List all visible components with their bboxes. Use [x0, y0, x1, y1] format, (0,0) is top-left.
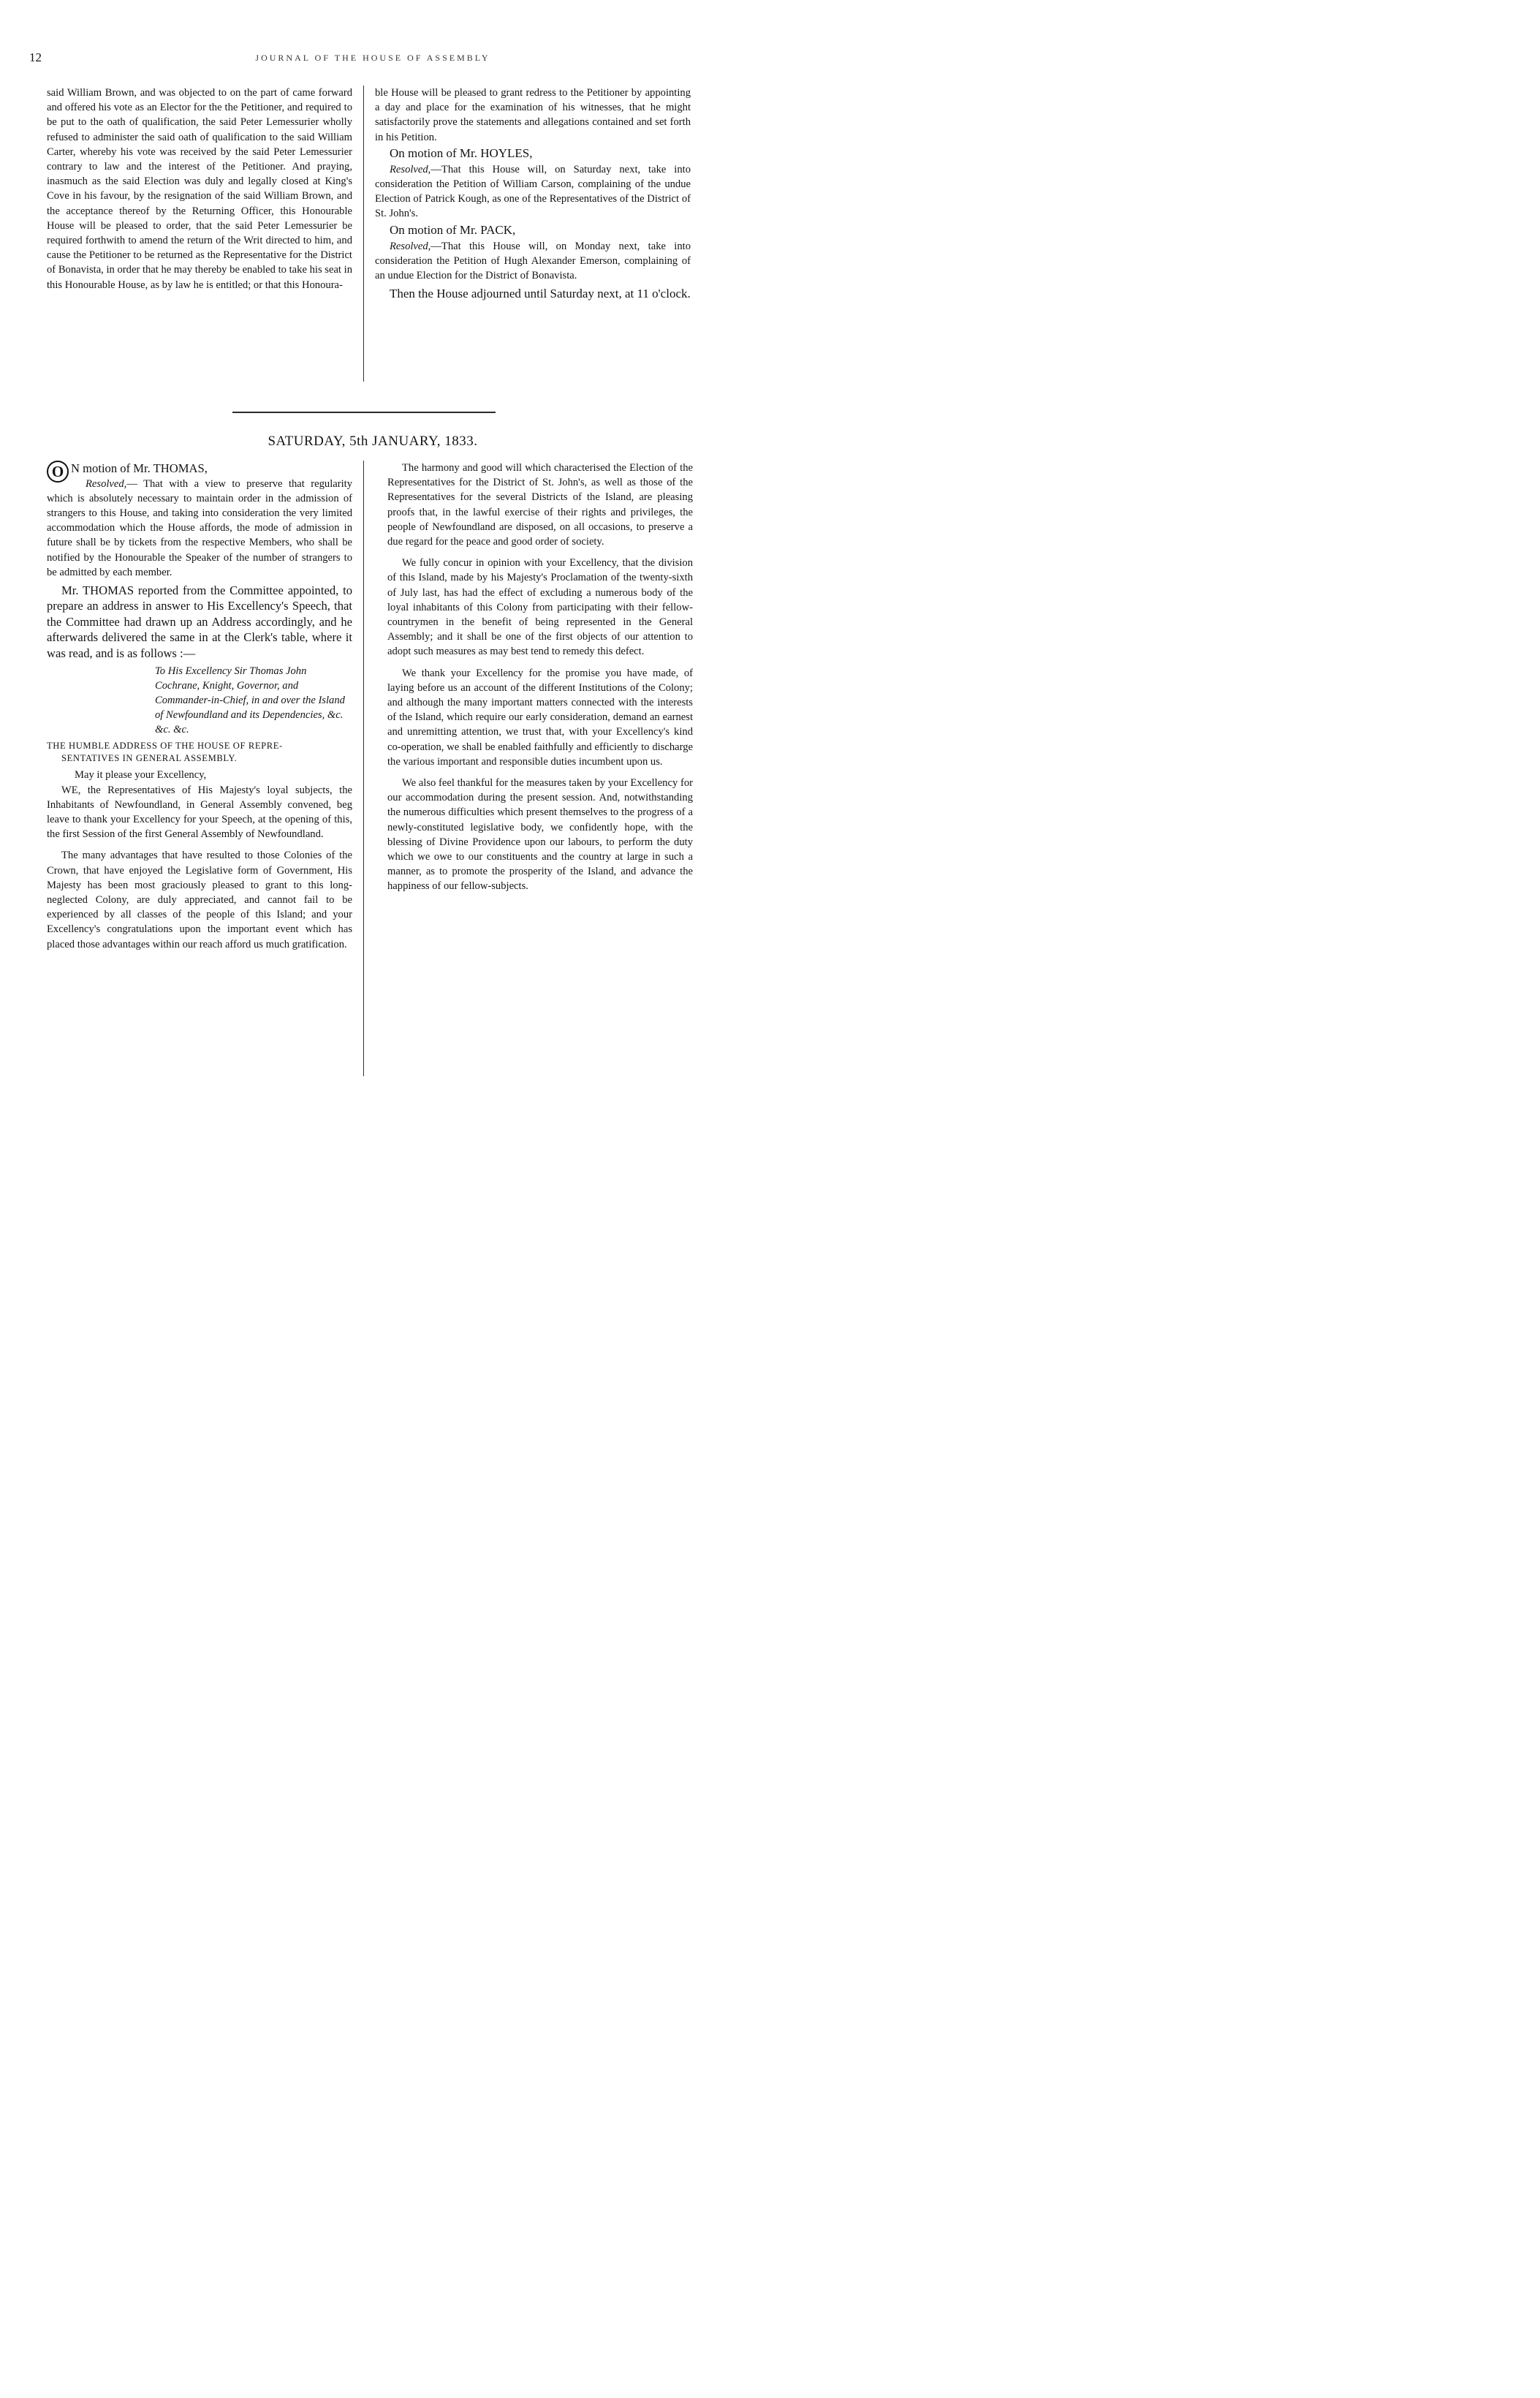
address-paragraph-6: We also feel thankful for the measures taken by your Excellency for our accommodation during the present session. And, notwithstanding the numerous difficulties which present themselves to the progress of a newly-constituted legislative body, we confidently hope, with the blessing of Divine Providence upon our labours, to perform the duty which we owe to our constituents and the country at large in such a manner, as to promote the prosperity of the Island, and advance the happiness of our fellow-subjects.	[387, 777, 693, 893]
resolved-label: Resolved,	[390, 163, 431, 175]
address-title	[47, 740, 352, 765]
committee-report: Mr. THOMAS reported from the Committee appointed, to prepare an address in answer to His Excellency's Speech, that the Committee had drawn up an Address accordingly, and he afterwards delivered the same in at the Clerk's table, where it was read, and is as follows :—	[47, 583, 352, 660]
resolution-text: —That this House will, on Monday next, take into consideration the Petition of Hugh Alexander Emerson, complaining of an undue Election for the District of Bonavista.	[375, 240, 691, 282]
resolution-pack	[375, 239, 691, 284]
resolution-thomas	[47, 477, 352, 580]
page-number: 12	[29, 50, 42, 64]
motion-thomas	[47, 461, 352, 480]
session-date-heading: SATURDAY, 5th JANUARY, 1833.	[268, 434, 478, 449]
salutation: May it please your Excellency,	[75, 769, 207, 782]
address-title-line1: THE HUMBLE ADDRESS OF THE HOUSE OF REPRE-	[47, 741, 283, 752]
journal-page	[0, 0, 731, 1138]
bottom-right-column	[387, 461, 693, 894]
column-divider-top	[363, 86, 364, 382]
resolved-label: Resolved,	[86, 477, 127, 490]
address-recipient: To His Excellency Sir Thomas John Cochrane, Knight, Governor, and Commander-in-Chief, in and over the Island of Newfoundland and its Dependencies, &c. &c. &c.	[155, 665, 345, 736]
address-paragraph-1: WE, the Representatives of His Majesty's loyal subjects, the Inhabitants of Newfoundland, in General Assembly convened, beg leave to thank your Excellency for your Speech, at the opening of this, the first Session of the first General Assembly of Newfoundland.	[47, 784, 352, 841]
column-divider-bottom	[363, 461, 364, 1076]
motion-pack: On motion of Mr. PACK,	[390, 222, 516, 237]
address-paragraph-4: We fully concur in opinion with your Excellency, that the division of this Island, made by his Majesty's Proclamation of the twenty-sixth of July last, has had the effect of excluding a numerous body of the loyal inhabitants of this Colony from participating with their fellow-countrymen in the benefit of being represented in the General Assembly; and it shall be one of the first objects of our attention to adopt such measures as may best tend to remedy this defect.	[387, 557, 693, 658]
resolution-text: — That with a view to preserve that regularity which is absolutely necessary to maintain order in the admission of strangers to this House, and taking into consideration the very limited accommodation which the House affords, the mode of admission in future shall be by tickets from the respective Members, who shall be notified by the Honourable the Speaker of the number of strangers to be admitted by each member.	[47, 477, 352, 578]
resolved-label: Resolved,	[390, 240, 431, 252]
resolution-text: —That this House will, on Saturday next, take into consideration the Petition of William Carson, complaining of the undue Election of Patrick Kough, as one of the Representatives of the District of St. John's.	[375, 163, 691, 220]
petition-continuation: said William Brown, and was objected to on the part of came forward and offered his vote as an Elector for the the Petitioner, and required to be put to the oath of qualification, the said Peter Lemessurier wholly refused to administer the said oath of qualification to the said William Carter, whereby his vote was received by the said Peter Lemessurier contrary to law and the interest of the Petitioner. And praying, inasmuch as the said Election was duly and legally closed at King's Cove in his favour, by the resignation of the said William Brown, and the acceptance thereof by the Returning Officer, this Honourable House will be pleased to order, that the said Peter Lemessurier be required forthwith to amend the return of the Writ directed to him, and cause the Petitioner to be returned as the Representative for the District of Bonavista, in order that he may thereby be enabled to take his seat in this Honourable House, as by law he is entitled; or that this Honoura-	[47, 87, 352, 291]
address-paragraph-5: We thank your Excellency for the promise you have made, of laying before us an account of the different Institutions of the Colony; and although the many important matters connected with the interests of the Island, which require our early consideration, demand an earnest and unremitting attention, we trust that, with your Excellency's kind co-operation, we shall be enabled faithfully and efficiently to discharge the various important and responsible duties incumbent upon us.	[387, 667, 693, 768]
motion-thomas-text: N motion of Mr. THOMAS,	[71, 461, 208, 475]
section-divider	[232, 412, 496, 413]
top-right-column	[375, 86, 691, 303]
drop-cap: O	[47, 461, 69, 483]
address-title-line2: SENTATIVES IN GENERAL ASSEMBLY.	[61, 753, 238, 764]
petition-conclusion: ble House will be pleased to grant redress to the Petitioner by appointing a day and place for the examination of his witnesses, that he might satisfactorily prove the statements and allegations contained and set forth in his Petition.	[375, 87, 691, 143]
motion-hoyles: On motion of Mr. HOYLES,	[390, 145, 533, 160]
running-title: JOURNAL OF THE HOUSE OF ASSEMBLY	[255, 53, 490, 63]
bottom-left-column	[47, 461, 352, 952]
resolution-hoyles	[375, 162, 691, 222]
address-paragraph-3: The harmony and good will which characterised the Election of the Representatives for the District of St. John's, as well as those of the Representatives for the several Districts of the Island, are pleasing proofs that, in the lawful exercise of their rights and privileges, the people of Newfoundland are disposed, on all occasions, to preserve a due regard for the peace and good order of society.	[387, 462, 693, 548]
adjournment-notice: Then the House adjourned until Saturday next, at 11 o'clock.	[390, 287, 691, 301]
address-paragraph-2: The many advantages that have resulted to those Colonies of the Crown, that have enjoyed the Legislative form of Government, His Majesty has been most graciously pleased to grant to this long-neglected Colony, are duly appreciated, and cannot fail to be experienced by all classes of the people of this Island; and your Excellency's congratulations upon the important event which has placed those advantages within our reach afford us much gratification.	[47, 850, 352, 950]
top-left-column	[47, 86, 352, 292]
